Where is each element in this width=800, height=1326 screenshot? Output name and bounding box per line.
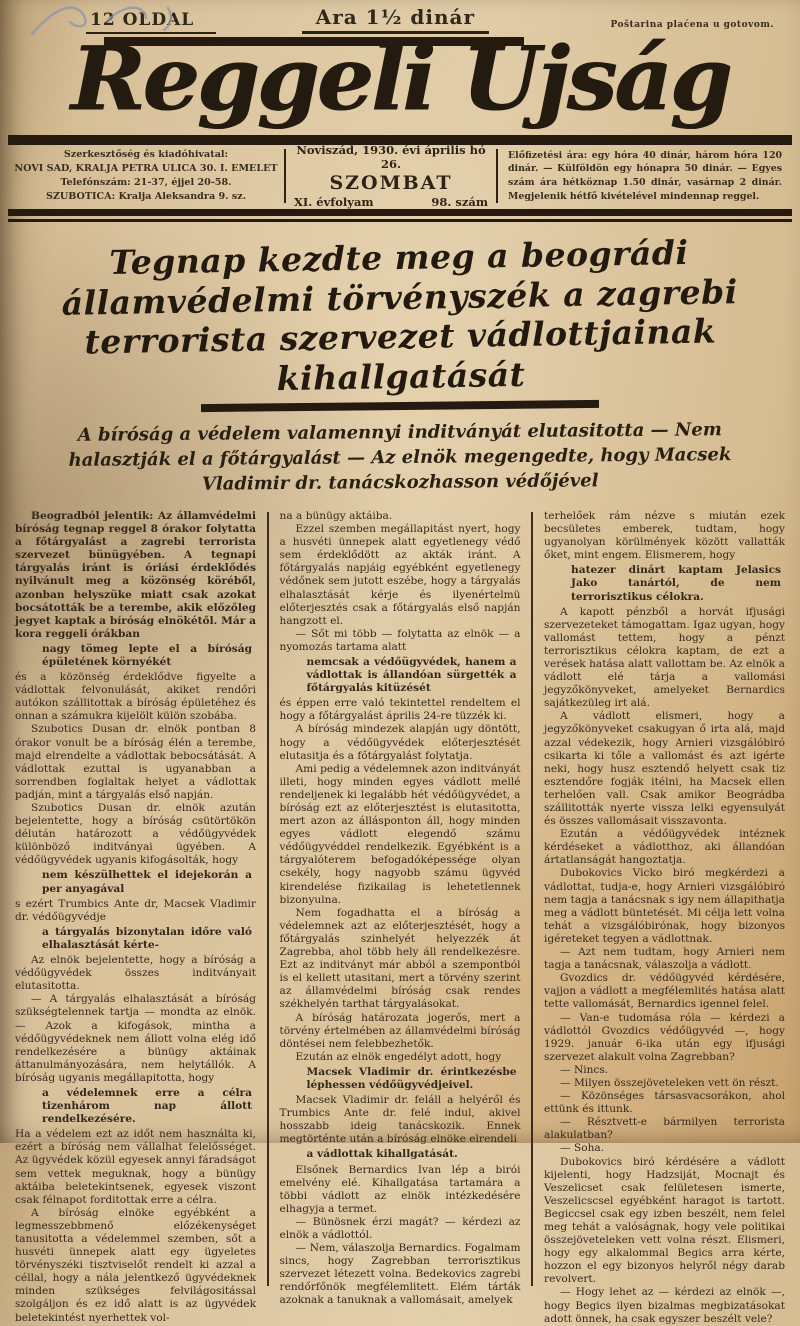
article-paragraph: s ezért Trumbics Ante dr, Macsek Vladimir dr. védőügyvédje — [15, 897, 256, 923]
main-headline: Tegnap kezdte meg a beográdi államvédelmi törvényszék a zagrebi terrorista szervezet vádlottjainak kihallgatását — [61, 232, 739, 398]
article-paragraph: és a közönség érdeklődve figyelte a vádlottak felvonulását, akiket rendőri autókon szállitottak a bíróság épületéhez és onnan a számukra kijelölt külön szobába. — [15, 671, 256, 723]
sub-headline: A bíróság a védelem valamennyi inditványát elutasitotta — Nem halasztják el a főtárgyalást — Az elnök megengedte, hogy Macsek Vladimir dr. tanácskozhasson védőjével — [68, 419, 732, 496]
newspaper-title: Reggeli Ujság — [70, 27, 730, 131]
article-paragraph: A bíróság elnöke egyébként a legmesszebbmenő előzékenységet tanusitotta a védelemmel szemben, sőt a husvéti ünnepek alatt egy ügyeletes törvényszéki tisztviselőt rendelt ki azzal a céllal, hogy a nála jelentkező ügyvédeknek minden szükséges felvilágositással szolgáljon és ez idő alatt is az ügyvédek beletekintést nyerhettek vol- — [15, 1206, 256, 1324]
article-paragraph: — Van-e tudomása róla — kérdezi a vádlottól Gvozdics védőügyvéd —, hogy 1929. január 6-ika után egy ifjusági szervezet alakult volna Zagrebban? — [544, 1011, 785, 1063]
article-paragraph: A vádlott elismeri, hogy a jegyzőkönyveket csakugyan ő irta alá, majd azzal védekezik, hogy Arnieri vizsgálóbiró csikarta ki tőle a vallomást és azt igérte neki, hogy husz esztendő helyett csak tiz esztendőre fogják itélni, ha Macsek ellen terhelően vall. Csak amikor Beográdba szállitották nyerte vissza lelki egyensulyát és összes vallomásait visszavonta. — [544, 710, 785, 828]
article-paragraph: Az elnök bejelentette, hogy a bíróság a védőügyvédek összes inditványait elutasitotta. — [15, 954, 256, 993]
divider-rule — [8, 219, 792, 222]
article-paragraph: hatezer dinárt kaptam Jelasics Jako tanártól, de nem terrorisztikus célokra. — [571, 564, 781, 603]
article-paragraph: Szubotics Dusan dr. elnök pontban 8 órakor vonult be a bíróság élén a terembe, majd elrendelte a vádlottak bebocsátását. A vádlottak ezuttal is ugyanabban a sorrendben foglaltak helyet a vádlottak padján, mint a tárgyalás első napján. — [15, 723, 256, 801]
subscription-info: Előfizetési ára: egy hóra 40 dinár, három hóra 120 dinár. — Külföldön egy hónapra 50 dinár. — Egyes szám ára hétköznap 1.50 dinár, vasárnap 2 dinár. Megjelenik hétfő kivételével mindennap reggel. — [508, 149, 782, 202]
article-paragraph: Ezután az elnök engedélyt adott, hogy — [295, 1050, 502, 1063]
masthead-area — [0, 27, 800, 135]
article-column-3 — [544, 510, 785, 1326]
article-paragraph: A bíróság mindezek alapján ugy döntött, hogy a védőügyvédek előterjesztését elutasitja és a főtárgyalást folytatja. — [279, 723, 521, 762]
article-paragraph: A bíróság határozata jogerős, mert a törvény értelmében az államvédelmi bíróság döntései nem felebbezhetők. — [279, 1011, 521, 1050]
page-count-label: 12 OLDAL — [86, 10, 216, 34]
article-paragraph: — Közönséges társasvacsorákon, ahol ettünk és ittunk. — [544, 1090, 785, 1116]
article-paragraph: Macsek Vladimir dr. feláll a helyéről és Trumbics Ante dr. felé indul, akivel hosszabb ideig tanácskozik. Ennek megtörténte után a bíróság elnöke elrendeli — [279, 1094, 521, 1146]
article-paragraph: — Nem, válaszolja Bernardics. Fogalmam sincs, hogy Zagrebban terrorisztikus szervezet létezett volna. Bedekovics zagrebi rendőrfőnök megfélemlitett. Elém tárták azoknak a tanuknak a vallomásait, amelyek — [279, 1242, 521, 1307]
article-paragraph: Ami pedig a védelemnek azon inditványát illeti, hogy minden egyes vádlott mellé rendeljenek ki legalább hét védőügyvédet, a bíróság ezt az előterjesztést is elutasitotta, mert azon az állásponton áll, hogy minden egyes vádlott elegendő számu védőügyvéddel rendelkezik. Egyébként is a tárgyalóterem befogadóképessége olyan csekély, hogy nagyobb számu ügyvéd kirendelése fizikailag is lehetetlennek bizonyulna. — [279, 762, 521, 906]
article-paragraph: — Azt nem tudtam, hogy Arnieri nem tagja a tanácsnak, válaszolja a vádlott. — [544, 946, 785, 972]
column-rule — [531, 512, 533, 1286]
weekday-label: SZOMBAT — [329, 172, 453, 194]
article-paragraph: nem készülhettek el idejekorán a per anyagával — [42, 869, 252, 895]
article-body — [0, 510, 800, 1326]
publication-info-bar — [0, 145, 800, 207]
article-paragraph: — Résztvett-e bármilyen terrorista alakulatban? — [544, 1116, 785, 1142]
article-column-2 — [280, 510, 521, 1326]
article-paragraph: a védelemnek erre a célra tizenhárom nap állott rendelkezésére. — [42, 1086, 252, 1126]
article-paragraph: a vádlottak kihallgatását. — [306, 1148, 458, 1161]
article-paragraph: — Nincs. — [560, 1063, 609, 1076]
article-paragraph: Szubotics Dusan dr. elnök azután bejelentette, hogy a bíróság csütörtökön délután határozott a védőügyvédek különböző inditványai ügyében. A védőügyvédek ugyanis kifogásolták, hogy — [15, 802, 256, 867]
article-paragraph: Ezzel szemben megállapitást nyert, hogy a husvéti ünnepek alatt egyetlenegy védő sem érdeklődött az akták iránt. A főtárgyalás napjáig egyébként egyetlenegy védőnek sem jutott eszébe, hogy a tárgyalás elhalasztását kérje és ilyenértelmü előterjesztés csak a főtárgyalás első napján hangzott el. — [279, 523, 521, 627]
article-paragraph: Gvozdics dr. védőügyvéd kérdésére, vajjon a vádlott a megfélemlités hatása alatt tette vallomását, Bernardics igennel felel. — [544, 972, 785, 1011]
handwritten-mark — [18, 0, 238, 42]
price-label: Ara 1½ dinár — [302, 5, 489, 34]
article-paragraph: és éppen erre való tekintettel rendeltem el hogy a főtárgyalást április 24-re tüzzék ki. — [279, 697, 521, 723]
article-paragraph: A kapott pénzből a horvát ifjusági szervezeteket támogattam. Igaz ugyan, hogy vallomást tettem, hogy a pénzt terrorisztikus célokra kaptam, de ezt a verések hatása alatt vallottam be. Az elnök a vádlott elé tárja a vallomási jegyzőkönyveket, amelyeket Bernardics sajátkezüleg irt alá. — [544, 605, 785, 710]
office-line: Szerkesztőség és kiadóhivatal: — [63, 149, 229, 161]
article-paragraph: — A tárgyalás elhalasztását a bíróság szükségtelennek tartja — mondta az elnök. — Azok a kifogások, mintha a védőügyvédeknek nem állott volna elég idő rendelkezésére a bünügy aktáinak áttanulmányozására, nem helytállók. A bíróság ugyanis megállapitotta, hogy — [15, 993, 256, 1084]
volume-label: XI. évfolyam — [294, 195, 374, 209]
article-paragraph: Nem fogadhatta el a bíróság a védelemnek azt az előterjesztését, hogy a főtárgyalás szinhelyét helyezzék át Zagrebba, ahol több hely áll rendelkezésre. Ezt az inditványt már abból a szempontból is el kellett utasitani, mert a törvény szerint az államvédelmi bíróság csak rendes székhelyén tarthat tárgyalásokat. — [279, 906, 521, 1011]
article-paragraph: Ha a védelem ezt az időt nem használta ki, ezért a bíróság nem vállalhat felelősséget. Az ügyvédek közül egyesek annyi fáradságot sem vettek meguknak, hogy a bünügy aktáiba beletekintsenek, egyesek viszont csak félnapot forditottak erre a célra. — [15, 1128, 256, 1206]
article-paragraph: — Sőt mi több — folytatta az elnök — a nyomozás tartama alatt — [279, 627, 521, 653]
vertical-rule — [496, 149, 498, 203]
article-paragraph: Dubokovics biró kérdésére a vádlott kijelenti, hogy Hadzsiját, Mocnajt és Veszelicset csak felületesen ismerte, Veszelicscsel egyébként haragot is tartott. Begiccsel csak egy izben beszélt, nem felel meg tehát a valóságnak, hogy vele politikai összejöveteleken vett volna részt. Elismeri, hogy egy alkalommal Begics arra kérte, hozzon el egy bizonyos helyről négy darab revolvert. — [544, 1155, 785, 1286]
vertical-rule — [284, 149, 286, 203]
article-column-1 — [15, 510, 256, 1326]
article-paragraph: Macsek Vladimir dr. érintkezésbe léphessen védőügyvédjeivel. — [306, 1065, 517, 1091]
article-paragraph: — Hogy lehet az — kérdezi az elnök —, hogy Begics ilyen bizalmas megbizatásokat adott önnek, ha csak egyszer beszélt vele? — [544, 1286, 785, 1325]
article-paragraph: terhelőek rám nézve s miután ezek becsületes emberek, tudtam, hogy ugyanolyan körülmények között vallatták őket, mint engem. Elismerem, hogy — [544, 509, 785, 562]
editorial-office-info — [14, 149, 278, 203]
office-line: NOVI SAD, KRALJA PETRA ULICA 30. I. EMELET — [14, 163, 278, 175]
date-issue-info — [292, 143, 490, 209]
article-paragraph: na a bünügy aktáiba. — [279, 509, 393, 522]
divider-rule — [8, 209, 792, 216]
article-paragraph: Elsőnek Bernardics Ivan lép a birói emelvény elé. Kihallgatása tartamára a többi vádlott az elnök intézkedésére elhagyja a termet. — [279, 1163, 521, 1215]
article-paragraph: — Milyen összejöveteleken vett ön részt. — [560, 1076, 779, 1089]
headline-rule — [201, 400, 599, 412]
article-paragraph: a tárgyalás bizonytalan időre való elhalasztását kérte- — [42, 925, 252, 951]
article-paragraph: nemcsak a védőügyvédek, hanem a vádlottak is állandóan sürgették a főtárgyalás kitüzését — [306, 655, 517, 695]
article-paragraph: — Bünösnek érzi magát? — kérdezi az elnök a vádlottól. — [279, 1215, 521, 1241]
article-paragraph: nagy tömeg lepte el a bíróság épületének környékét — [42, 642, 252, 668]
office-line: SZUBOTICA: Kralja Aleksandra 9. sz. — [45, 190, 247, 202]
article-paragraph: Beogradból jelentik: Az államvédelmi bíróság tegnap reggel 8 órakor folytatta a főtárgyalást a zagrebi terrorista szervezet bünügyében. A tegnapi tárgyalás iránt is óriási érdeklődés nyilvánult meg a közönség köréből, azonban helyszüke miatt csak azokat bocsátották be a terembe, akik előzőleg jegyet kaptak a bíróság elnökétől. Már a kora reggeli órákban — [15, 509, 256, 640]
column-rule — [267, 512, 269, 1286]
article-paragraph: Ezután a védőügyvédek intéznek kérdéseket a vádlotthoz, aki állandóan ártatlanságát hangoztatja. — [544, 828, 785, 867]
article-paragraph: Dubokovics Vicko biró megkérdezi a vádlottat, tudja-e, hogy Arnieri vizsgálóbiró nem tagja a tanácsnak s igy nem állapithatja meg a vádlott büntetését. Mi célja lett volna tehát a vizsgálóbirónak, hogy bizonyos igéreteket tegyen a vádlottnak. — [544, 867, 785, 945]
issue-number-label: 98. szám — [431, 195, 488, 209]
date-line: Noviszád, 1930. évi április hó 26. — [296, 143, 486, 171]
postage-notice: Poštarina plaćena u gotovom. — [610, 20, 774, 30]
office-line: Telefónszám: 21-37, éjjel 20-58. — [60, 177, 232, 188]
article-paragraph: — Soha. — [560, 1142, 605, 1155]
